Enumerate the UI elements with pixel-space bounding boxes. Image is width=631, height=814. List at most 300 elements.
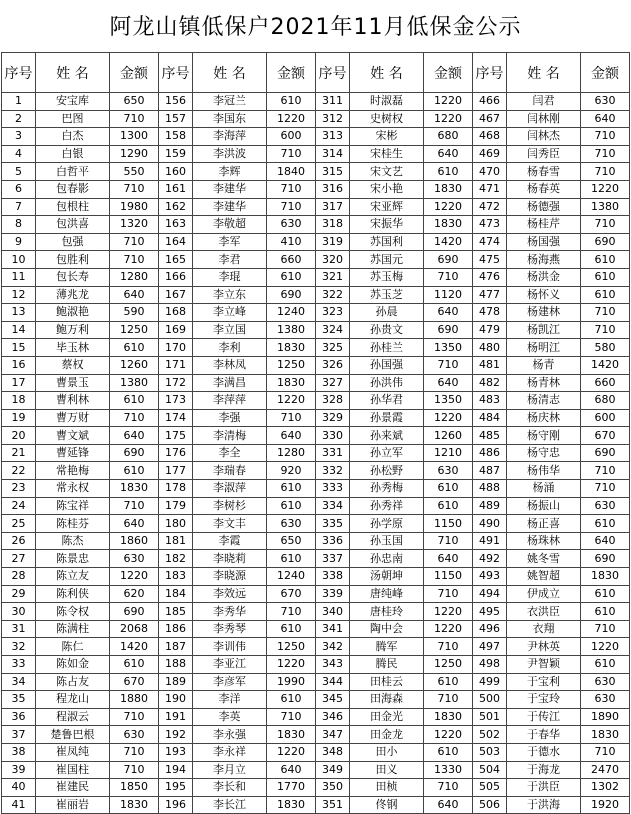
serial-no-cell: 327 [316,374,350,392]
serial-no-cell: 167 [159,286,193,304]
name-cell: 李立国 [193,321,267,339]
name-cell: 杨珠林 [507,532,581,550]
serial-no-cell: 174 [159,409,193,427]
name-cell: 包长寿 [36,268,110,286]
amount-cell: 1830 [581,726,630,744]
name-cell: 杨青 [507,356,581,374]
name-cell: 苏国利 [350,233,424,251]
amount-cell: 1150 [424,568,473,586]
serial-no-cell: 187 [159,638,193,656]
serial-no-cell: 172 [159,374,193,392]
amount-cell: 710 [581,743,630,761]
name-cell: 李军 [193,233,267,251]
table-row [2,603,630,621]
amount-cell: 660 [267,251,316,269]
amount-cell: 710 [267,409,316,427]
amount-cell: 710 [424,691,473,709]
name-cell: 田金光 [350,708,424,726]
table-row [2,339,630,357]
amount-cell: 1280 [267,444,316,462]
amount-cell: 1120 [424,286,473,304]
name-cell: 李永祥 [193,743,267,761]
name-cell: 李晓莉 [193,550,267,568]
name-cell: 李国东 [193,110,267,128]
name-cell: 陈满柱 [36,620,110,638]
amount-cell: 710 [110,497,159,515]
table-row [2,585,630,603]
name-cell: 于洪海 [507,796,581,814]
serial-no-cell: 39 [2,761,36,779]
serial-no-cell: 329 [316,409,350,427]
table-row [2,708,630,726]
serial-no-cell: 6 [2,180,36,198]
serial-no-cell: 477 [473,286,507,304]
amount-cell: 610 [110,339,159,357]
amount-cell: 1380 [581,198,630,216]
amount-cell: 1420 [581,356,630,374]
name-cell: 李辉 [193,163,267,181]
name-cell: 李永强 [193,726,267,744]
amount-cell: 640 [424,374,473,392]
name-cell: 包根柱 [36,198,110,216]
amount-cell: 710 [581,216,630,234]
name-cell: 李月立 [193,761,267,779]
amount-cell: 690 [110,444,159,462]
amount-cell: 1920 [581,796,630,814]
amount-cell: 710 [581,480,630,498]
amount-cell: 610 [267,620,316,638]
amount-cell: 1220 [424,110,473,128]
amount-cell: 1260 [424,427,473,445]
serial-no-cell: 467 [473,110,507,128]
serial-no-cell: 188 [159,656,193,674]
amount-cell: 640 [424,145,473,163]
name-cell: 孙华君 [350,392,424,410]
table-row [2,673,630,691]
name-cell: 白银 [36,145,110,163]
name-cell: 李长江 [193,796,267,814]
serial-no-cell: 317 [316,198,350,216]
amount-cell: 1830 [110,480,159,498]
name-cell: 腾军 [350,638,424,656]
name-cell: 李敬超 [193,216,267,234]
name-cell: 包强 [36,233,110,251]
name-cell: 杨守刚 [507,427,581,445]
name-cell: 崔国柱 [36,761,110,779]
serial-no-cell: 180 [159,515,193,533]
name-cell: 田金龙 [350,726,424,744]
table-row [2,356,630,374]
amount-cell: 710 [110,251,159,269]
serial-no-cell: 177 [159,462,193,480]
name-cell: 田桢 [350,779,424,797]
amount-cell: 1380 [267,321,316,339]
serial-no-cell: 29 [2,585,36,603]
name-cell: 李秀琴 [193,620,267,638]
table-row [2,321,630,339]
serial-no-cell: 487 [473,462,507,480]
amount-cell: 1220 [110,568,159,586]
serial-no-cell: 169 [159,321,193,339]
serial-no-cell: 31 [2,620,36,638]
amount-cell: 1220 [424,603,473,621]
name-cell: 李清梅 [193,427,267,445]
serial-no-cell: 163 [159,216,193,234]
amount-cell: 1980 [110,198,159,216]
amount-cell: 640 [110,515,159,533]
name-cell: 陈宝祥 [36,497,110,515]
amount-cell: 600 [581,409,630,427]
amount-cell: 640 [267,427,316,445]
name-cell: 宋彬 [350,128,424,146]
header-amount-1: 金额 [110,53,159,93]
serial-no-cell: 175 [159,427,193,445]
name-cell: 程龙山 [36,691,110,709]
name-cell: 陈景忠 [36,550,110,568]
amount-cell: 710 [424,638,473,656]
serial-no-cell: 11 [2,268,36,286]
header-amount-2: 金额 [267,53,316,93]
serial-no-cell: 168 [159,304,193,322]
serial-no-cell: 488 [473,480,507,498]
serial-no-cell: 330 [316,427,350,445]
amount-cell: 610 [110,392,159,410]
serial-no-cell: 26 [2,532,36,550]
serial-no-cell: 335 [316,515,350,533]
serial-no-cell: 3 [2,128,36,146]
name-cell: 孙玉国 [350,532,424,550]
name-cell: 李琨 [193,268,267,286]
name-cell: 李萍萍 [193,392,267,410]
amount-cell: 1320 [110,216,159,234]
name-cell: 薄兆龙 [36,286,110,304]
table-row [2,304,630,322]
name-cell: 陶中会 [350,620,424,638]
name-cell: 崔建民 [36,779,110,797]
name-cell: 李树杉 [193,497,267,515]
amount-cell: 640 [424,796,473,814]
amount-cell: 690 [581,444,630,462]
name-cell: 腾民 [350,656,424,674]
serial-no-cell: 182 [159,550,193,568]
serial-no-cell: 5 [2,163,36,181]
serial-no-cell: 314 [316,145,350,163]
serial-no-cell: 22 [2,462,36,480]
name-cell: 苏玉芝 [350,286,424,304]
name-cell: 李君 [193,251,267,269]
header-name-4: 姓 名 [507,53,581,93]
serial-no-cell: 2 [2,110,36,128]
serial-no-cell: 471 [473,180,507,198]
amount-cell: 630 [581,691,630,709]
amount-cell: 640 [581,532,630,550]
name-cell: 李洋 [193,691,267,709]
name-cell: 楚鲁巴根 [36,726,110,744]
amount-cell: 1830 [267,796,316,814]
amount-cell: 710 [581,462,630,480]
name-cell: 李立峰 [193,304,267,322]
serial-no-cell: 160 [159,163,193,181]
name-cell: 曹延锋 [36,444,110,462]
serial-no-cell: 191 [159,708,193,726]
name-cell: 李满昌 [193,374,267,392]
amount-cell: 1250 [424,656,473,674]
name-cell: 孙来斌 [350,427,424,445]
serial-no-cell: 484 [473,409,507,427]
amount-cell: 710 [424,532,473,550]
amount-cell: 1890 [581,708,630,726]
amount-cell: 610 [424,497,473,515]
name-cell: 姚智超 [507,568,581,586]
amount-cell: 1220 [424,726,473,744]
serial-no-cell: 320 [316,251,350,269]
name-cell: 李秀华 [193,603,267,621]
amount-cell: 1302 [581,779,630,797]
name-cell: 杨桂芹 [507,216,581,234]
amount-cell: 710 [267,145,316,163]
amount-cell: 690 [110,603,159,621]
amount-cell: 690 [424,251,473,269]
name-cell: 白杰 [36,128,110,146]
name-cell: 杨正喜 [507,515,581,533]
serial-no-cell: 474 [473,233,507,251]
name-cell: 宋亚辉 [350,198,424,216]
serial-no-cell: 195 [159,779,193,797]
name-cell: 田小 [350,743,424,761]
amount-cell: 630 [267,216,316,234]
serial-no-cell: 176 [159,444,193,462]
table-row [2,409,630,427]
serial-no-cell: 20 [2,427,36,445]
name-cell: 李利 [193,339,267,357]
amount-cell: 710 [110,409,159,427]
name-cell: 杨振山 [507,497,581,515]
name-cell: 时淑磊 [350,93,424,111]
amount-cell: 610 [267,268,316,286]
serial-no-cell: 194 [159,761,193,779]
name-cell: 常艳梅 [36,462,110,480]
name-cell: 李亚江 [193,656,267,674]
table-row [2,374,630,392]
serial-no-cell: 313 [316,128,350,146]
name-cell: 田桂云 [350,673,424,691]
name-cell: 李长和 [193,779,267,797]
serial-no-cell: 473 [473,216,507,234]
name-cell: 李文丰 [193,515,267,533]
name-cell: 杨德强 [507,198,581,216]
serial-no-cell: 36 [2,708,36,726]
name-cell: 宋文艺 [350,163,424,181]
serial-no-cell: 326 [316,356,350,374]
name-cell: 闫林杰 [507,128,581,146]
amount-cell: 1280 [110,268,159,286]
name-cell: 杨国强 [507,233,581,251]
serial-no-cell: 466 [473,93,507,111]
amount-cell: 1880 [110,691,159,709]
name-cell: 闫秀臣 [507,145,581,163]
name-cell: 唐桂玲 [350,603,424,621]
name-cell: 杨伟华 [507,462,581,480]
name-cell: 李霞 [193,532,267,550]
table-row [2,110,630,128]
serial-no-cell: 328 [316,392,350,410]
name-cell: 杨建林 [507,304,581,322]
amount-cell: 1830 [267,339,316,357]
name-cell: 李冠兰 [193,93,267,111]
name-cell: 陈杰 [36,532,110,550]
serial-no-cell: 184 [159,585,193,603]
serial-no-cell: 343 [316,656,350,674]
name-cell: 杨怀义 [507,286,581,304]
amount-cell: 1830 [267,726,316,744]
amount-cell: 710 [110,761,159,779]
name-cell: 崔丽岩 [36,796,110,814]
serial-no-cell: 178 [159,480,193,498]
serial-no-cell: 38 [2,743,36,761]
amount-cell: 630 [581,93,630,111]
serial-no-cell: 340 [316,603,350,621]
header-amount-3: 金额 [424,53,473,93]
amount-cell: 1860 [110,532,159,550]
amount-cell: 1350 [424,392,473,410]
amount-cell: 1220 [424,409,473,427]
serial-no-cell: 19 [2,409,36,427]
amount-cell: 710 [581,304,630,322]
amount-cell: 1300 [110,128,159,146]
name-cell: 李淑萍 [193,480,267,498]
amount-cell: 710 [424,779,473,797]
serial-no-cell: 318 [316,216,350,234]
serial-no-cell: 491 [473,532,507,550]
amount-cell: 600 [267,128,316,146]
name-cell: 宋桂生 [350,145,424,163]
table-row [2,515,630,533]
amount-cell: 1250 [267,356,316,374]
name-cell: 杨守忠 [507,444,581,462]
name-cell: 史树权 [350,110,424,128]
name-cell: 白哲平 [36,163,110,181]
amount-cell: 620 [110,585,159,603]
serial-no-cell: 189 [159,673,193,691]
amount-cell: 710 [267,180,316,198]
name-cell: 安宝库 [36,93,110,111]
amount-cell: 640 [110,286,159,304]
amount-cell: 1240 [267,304,316,322]
amount-cell: 610 [581,585,630,603]
amount-cell: 690 [267,286,316,304]
amount-cell: 710 [581,145,630,163]
serial-no-cell: 25 [2,515,36,533]
amount-cell: 650 [110,93,159,111]
header-serial-no-2: 序号 [159,53,193,93]
name-cell: 宋振华 [350,216,424,234]
header-name-1: 姓 名 [36,53,110,93]
name-cell: 衣洪臣 [507,603,581,621]
amount-cell: 1830 [424,216,473,234]
serial-no-cell: 171 [159,356,193,374]
serial-no-cell: 485 [473,427,507,445]
header-serial-no-1: 序号 [2,53,36,93]
serial-no-cell: 489 [473,497,507,515]
serial-no-cell: 348 [316,743,350,761]
name-cell: 唐纯峰 [350,585,424,603]
amount-cell: 1250 [267,638,316,656]
amount-cell: 610 [581,603,630,621]
serial-no-cell: 24 [2,497,36,515]
amount-cell: 710 [110,110,159,128]
table-row [2,620,630,638]
amount-cell: 610 [424,163,473,181]
amount-cell: 1830 [424,180,473,198]
table-row [2,392,630,410]
serial-no-cell: 334 [316,497,350,515]
amount-cell: 640 [424,550,473,568]
serial-no-cell: 196 [159,796,193,814]
name-cell: 闫君 [507,93,581,111]
amount-cell: 1250 [110,321,159,339]
amount-cell: 610 [581,515,630,533]
serial-no-cell: 479 [473,321,507,339]
name-cell: 孙桂兰 [350,339,424,357]
name-cell: 苏玉梅 [350,268,424,286]
name-cell: 李训伟 [193,638,267,656]
serial-no-cell: 13 [2,304,36,322]
serial-no-cell: 349 [316,761,350,779]
name-cell: 杨明江 [507,339,581,357]
name-cell: 巴图 [36,110,110,128]
name-cell: 杨凯江 [507,321,581,339]
table-row [2,444,630,462]
serial-no-cell: 316 [316,180,350,198]
table-row [2,462,630,480]
serial-no-cell: 14 [2,321,36,339]
name-cell: 孙松野 [350,462,424,480]
serial-no-cell: 4 [2,145,36,163]
name-cell: 田义 [350,761,424,779]
amount-cell: 610 [424,743,473,761]
serial-no-cell: 1 [2,93,36,111]
serial-no-cell: 33 [2,656,36,674]
table-row [2,180,630,198]
table-row [2,532,630,550]
serial-no-cell: 486 [473,444,507,462]
page-title: 阿龙山镇低保户2021年11月低保金公示 [109,15,522,40]
serial-no-cell: 506 [473,796,507,814]
name-cell: 杨春英 [507,180,581,198]
amount-cell: 1220 [424,198,473,216]
serial-no-cell: 351 [316,796,350,814]
name-cell: 毕玉林 [36,339,110,357]
serial-no-cell: 170 [159,339,193,357]
amount-cell: 660 [581,374,630,392]
table-row [2,145,630,163]
serial-no-cell: 468 [473,128,507,146]
name-cell: 李洪波 [193,145,267,163]
amount-cell: 630 [110,550,159,568]
name-cell: 孙贵文 [350,321,424,339]
serial-no-cell: 28 [2,568,36,586]
serial-no-cell: 23 [2,480,36,498]
amount-cell: 1220 [267,656,316,674]
table-row [2,691,630,709]
serial-no-cell: 346 [316,708,350,726]
name-cell: 李强 [193,409,267,427]
serial-no-cell: 321 [316,268,350,286]
table-row [2,128,630,146]
serial-no-cell: 339 [316,585,350,603]
serial-no-cell: 165 [159,251,193,269]
serial-no-cell: 183 [159,568,193,586]
